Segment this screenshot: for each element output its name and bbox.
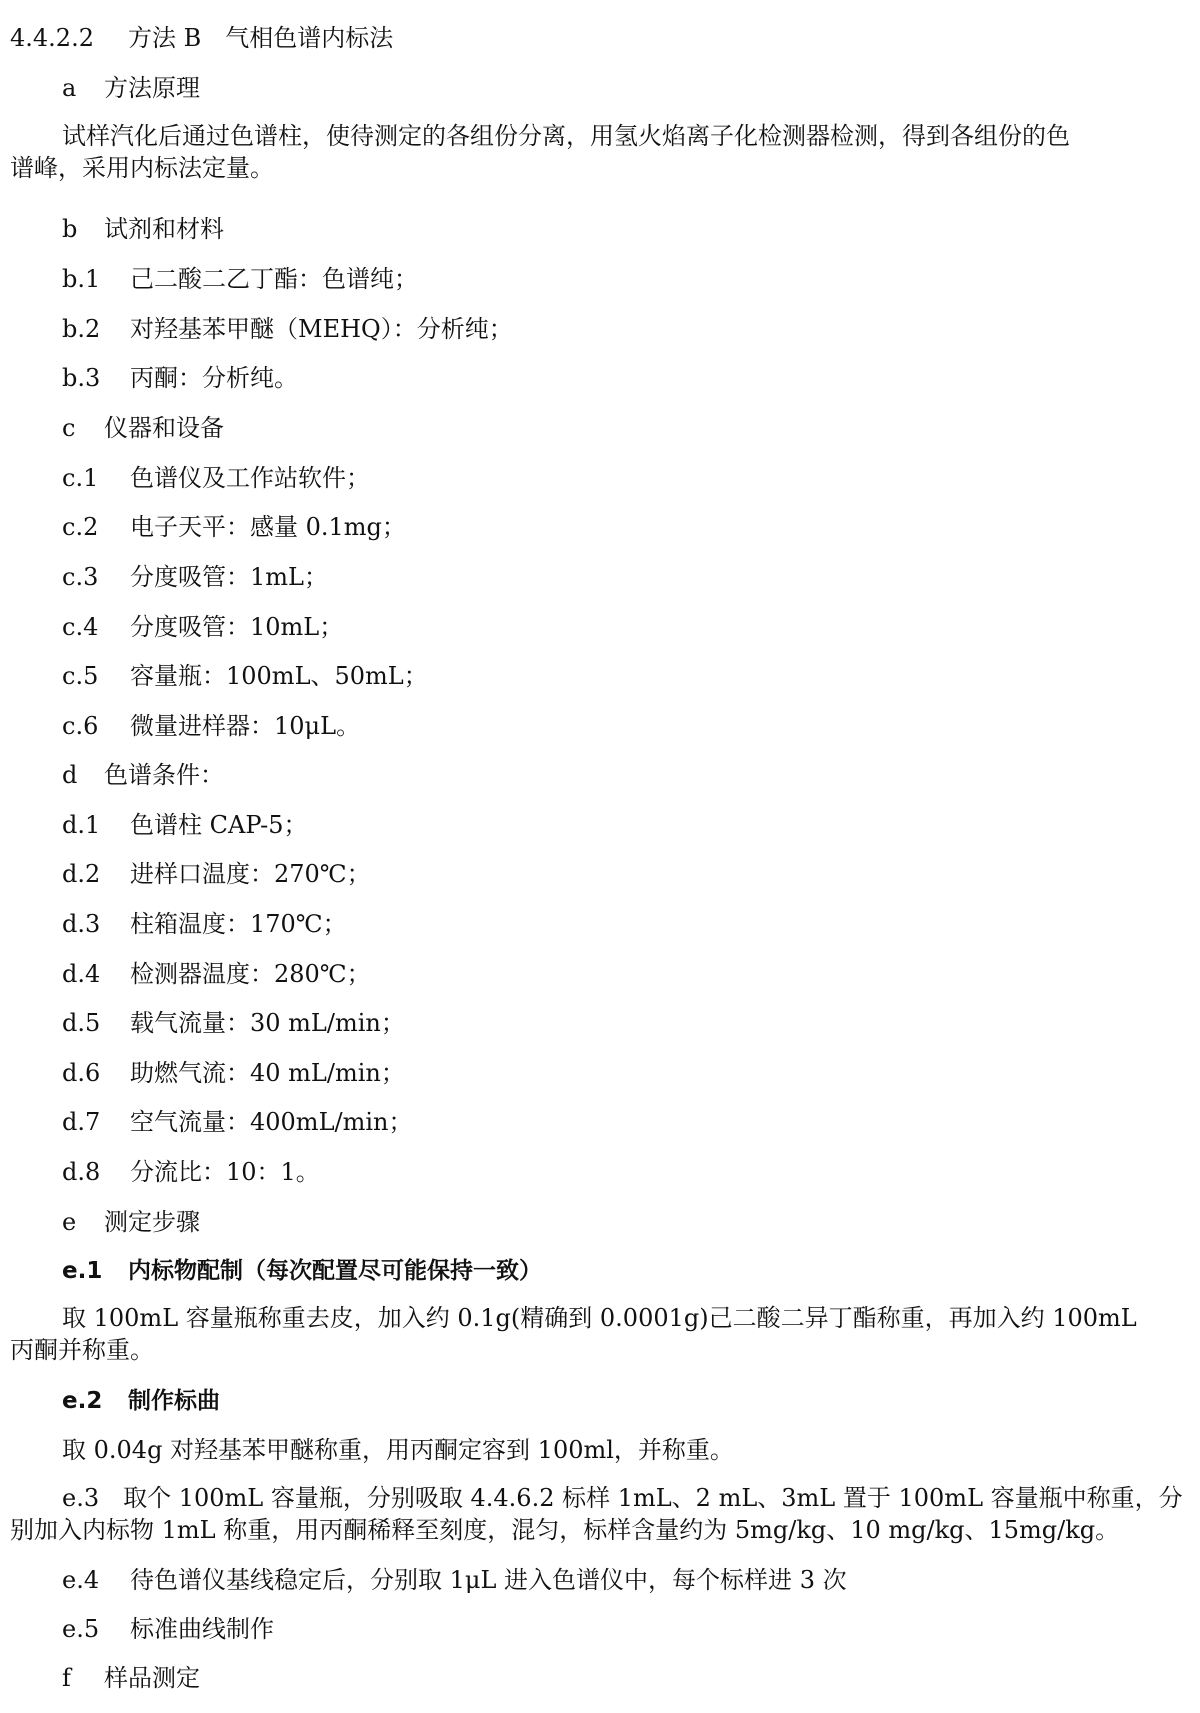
item-text: 标准曲线制作 (130, 1615, 274, 1643)
item-text: 载气流量：30 mL/min； (130, 1009, 405, 1037)
item-label: c.5 (62, 662, 99, 690)
item-text: 己二酸二乙丁酯：色谱纯； (130, 265, 418, 293)
paragraph-line: 取 0.04g 对羟基苯甲醚称重，用丙酮定容到 100ml，并称重。 (62, 1436, 734, 1464)
item-label: b.2 (62, 315, 101, 343)
paragraph-line: 别加入内标物 1mL 称重，用丙酮稀释至刻度，混匀，标样含量约为 5mg/kg、10 mg/kg、15mg/kg。 (10, 1516, 1120, 1544)
subsection-title: 试剂和材料 (104, 215, 224, 243)
item-text: 色谱仪及工作站软件； (130, 464, 370, 492)
subsection-title: 仪器和设备 (104, 414, 224, 442)
item-text: 检测器温度：280℃； (130, 960, 371, 988)
item-text: 进样口温度：270℃； (130, 860, 371, 888)
heading-title: 方法 B 气相色谱内标法 (128, 24, 394, 52)
item-label: e.4 (62, 1566, 100, 1594)
item-text: 对羟基苯甲醚（MEHQ）：分析纯； (130, 315, 513, 343)
paragraph-e3 (10, 1482, 1183, 1546)
item-text: 分度吸管：1mL； (130, 563, 328, 591)
subsection-label: e (62, 1208, 77, 1236)
subsection-label: c (62, 414, 76, 442)
item-label: d.5 (62, 1009, 101, 1037)
paragraph-line (10, 1482, 1183, 1514)
paragraph-line: 取 100mL 容量瓶称重去皮，加入约 0.1g(精确到 0.0001g)己二酸二异丁酯称重，再加入约 100mL (62, 1304, 1137, 1332)
item-text: 取个 100mL 容量瓶，分别吸取 4.4.6.2 标样 1mL、2 mL、3mL 置于 100mL 容量瓶中称重，分 (123, 1484, 1183, 1512)
item-text: 内标物配制（每次配置尽可能保持一致） (128, 1258, 542, 1284)
paragraph-internal-standard (10, 1302, 1170, 1366)
paragraph-line: 谱峰，采用内标法定量。 (10, 154, 274, 182)
subsection-title: 方法原理 (104, 74, 200, 102)
item-label: d.4 (62, 960, 101, 988)
item-text: 电子天平：感量 0.1mg； (130, 513, 406, 541)
paragraph-calibration (10, 1434, 1170, 1466)
subsection-title: 色谱条件： (104, 761, 224, 789)
item-label: d.8 (62, 1158, 101, 1186)
subsection-label: a (62, 74, 77, 102)
subsection-label: b (62, 215, 78, 243)
item-label: c.1 (62, 464, 99, 492)
item-text: 空气流量：400mL/min； (130, 1108, 413, 1136)
item-label: b.3 (62, 364, 101, 392)
subsection-label: d (62, 761, 78, 789)
item-text: 制作标曲 (128, 1388, 220, 1414)
item-text: 微量进样器：10μL。 (130, 712, 361, 740)
paragraph-principle (10, 120, 1170, 184)
item-label: d.1 (62, 811, 101, 839)
subsection-title: 样品测定 (104, 1664, 200, 1692)
item-text: 容量瓶：100mL、50mL； (130, 662, 428, 690)
item-text: 分流比：10：1。 (130, 1158, 320, 1186)
item-label: c.4 (62, 613, 99, 641)
item-label: d.3 (62, 910, 101, 938)
item-label: e.1 (62, 1258, 103, 1284)
item-label: c.6 (62, 712, 99, 740)
subsection-label: f (62, 1664, 71, 1692)
paragraph-line: 试样汽化后通过色谱柱，使待测定的各组份分离，用氢火焰离子化检测器检测，得到各组份的色 (62, 122, 1070, 150)
subsection-title: 测定步骤 (104, 1208, 200, 1236)
item-text: 待色谱仪基线稳定后，分别取 1μL 进入色谱仪中，每个标样进 3 次 (130, 1566, 847, 1594)
item-text: 助燃气流：40 mL/min； (130, 1059, 405, 1087)
paragraph-line: 丙酮并称重。 (10, 1336, 154, 1364)
item-label: e.5 (62, 1615, 100, 1643)
item-label: e.3 (62, 1484, 100, 1512)
item-label: c.3 (62, 563, 99, 591)
item-text: 分度吸管：10mL； (130, 613, 344, 641)
heading-number: 4.4.2.2 (10, 24, 94, 52)
item-label: d.6 (62, 1059, 101, 1087)
item-label: d.2 (62, 860, 101, 888)
item-label: d.7 (62, 1108, 101, 1136)
item-text: 丙酮：分析纯。 (130, 364, 298, 392)
item-label: b.1 (62, 265, 101, 293)
item-label: e.2 (62, 1388, 103, 1414)
item-label: c.2 (62, 513, 99, 541)
item-text: 色谱柱 CAP-5； (130, 811, 308, 839)
item-text: 柱箱温度：170℃； (130, 910, 347, 938)
